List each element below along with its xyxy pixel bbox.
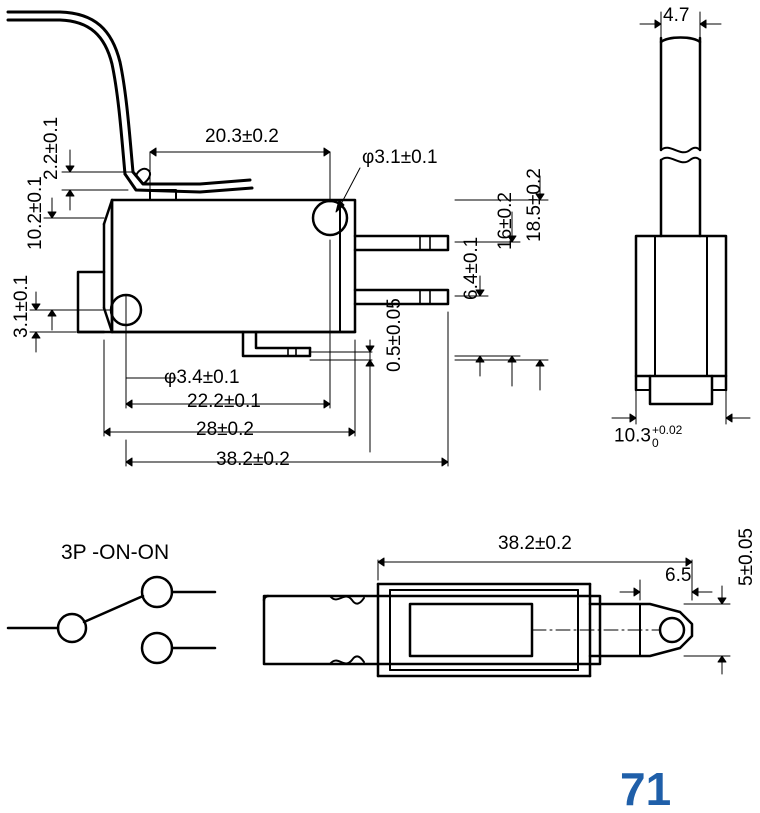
dimension-label-5: 5±0.05 [736, 528, 757, 586]
dimension-label-20-3: 20.3±0.2 [205, 126, 279, 147]
dimension-label-38-2-bottom: 38.2±0.2 [498, 533, 572, 554]
dimension-label-0-5: 0.5±0.05 [384, 298, 405, 372]
front-view-body [78, 190, 355, 332]
dimension-label-3-1: 3.1±0.1 [11, 274, 32, 338]
front-view-terminals [243, 236, 448, 356]
dimension-label-28: 28±0.2 [196, 419, 254, 440]
dimension-label-16: 16±0.2 [495, 192, 516, 250]
circuit-diagram-graphic [8, 577, 215, 663]
dimension-label-6-5: 6.5 [665, 565, 692, 586]
dimension-label-4-7: 4.7 [663, 5, 690, 26]
page-number: 71 [620, 763, 672, 813]
bottom-view-body [264, 584, 692, 676]
dimension-label-phi-3-4: φ3.4±0.1 [164, 367, 240, 388]
dimension-label-2-2: 2.2±0.1 [41, 116, 62, 180]
dimension-label-18-5: 18.5±0.2 [524, 168, 545, 242]
side-view-body [636, 38, 726, 405]
dimension-label-phi-3-1: φ3.1±0.1 [362, 147, 438, 168]
circuit-diagram-title: 3P -ON-ON [61, 541, 170, 564]
dimension-label-38-2: 38.2±0.2 [216, 449, 290, 470]
dimension-tolerance-10-3: +0.02 0 [651, 423, 683, 450]
dimension-value-10-3: 10.3 [614, 425, 651, 447]
side-view-dimension-lines [612, 12, 750, 424]
dimension-label-10-3 [614, 424, 682, 449]
dimension-label-10-2: 10.2±0.1 [25, 176, 46, 250]
dimension-label-22-2: 22.2±0.1 [187, 391, 261, 412]
front-view-dimension-lines [30, 148, 548, 466]
dimension-label-6-4: 6.4±0.1 [461, 236, 482, 300]
